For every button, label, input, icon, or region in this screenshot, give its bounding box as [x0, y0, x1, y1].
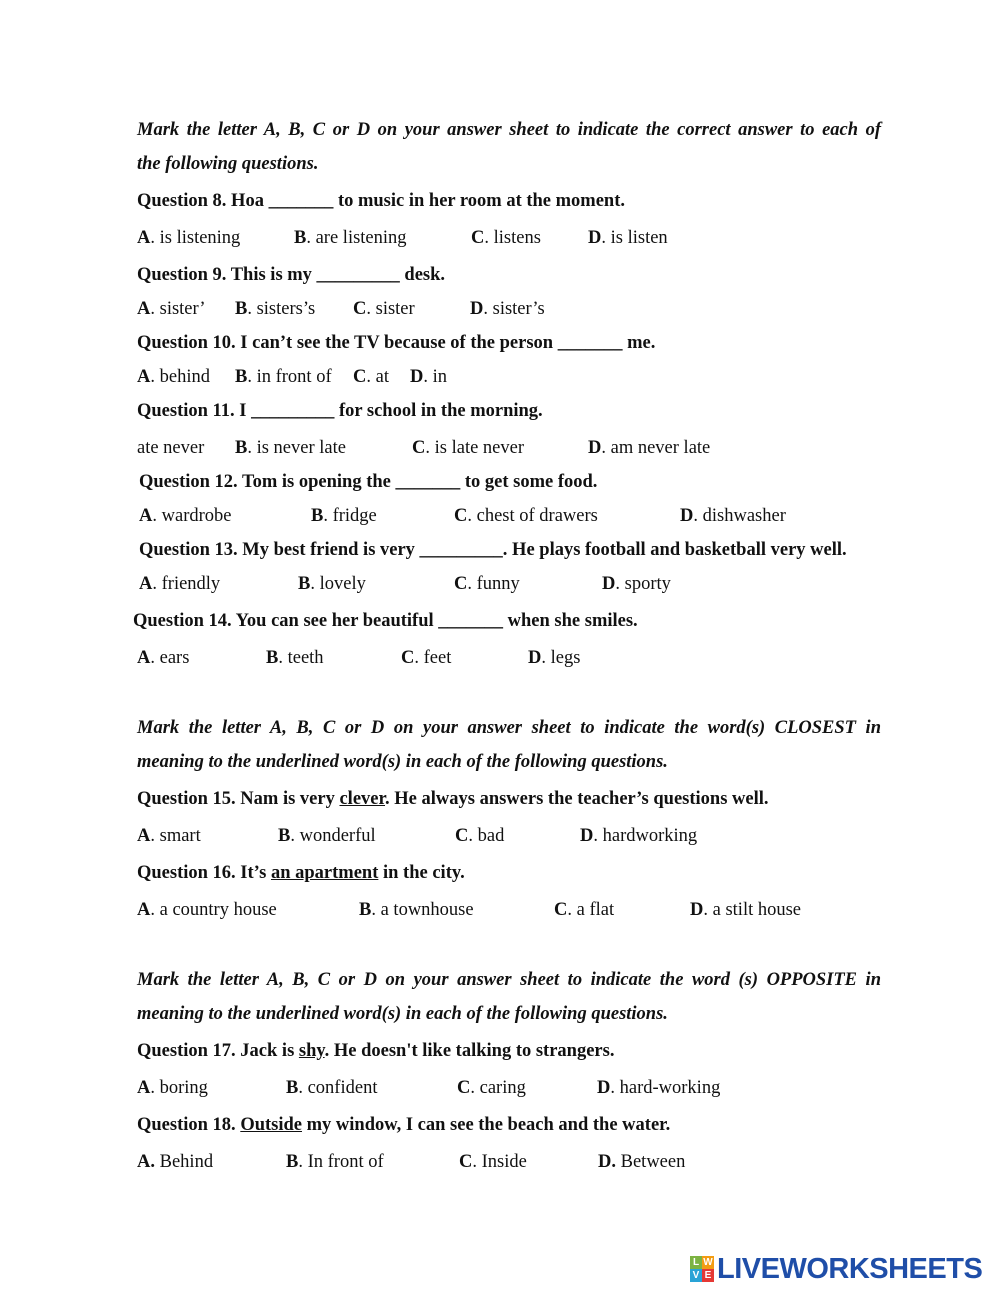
logo-text: LIVEWORKSHEETS: [717, 1252, 983, 1285]
option-a[interactable]: A. Behind: [137, 1152, 214, 1172]
option-a[interactable]: A. smart: [137, 826, 201, 846]
option-d[interactable]: D. a stilt house: [690, 900, 802, 920]
liveworksheets-logo[interactable]: [690, 1254, 982, 1284]
options-row: [137, 825, 937, 847]
options-row: [139, 573, 939, 595]
underlined-word: shy: [298, 1041, 325, 1061]
options-row: [137, 1151, 937, 1173]
option-d[interactable]: D. in: [410, 367, 448, 387]
option-a[interactable]: A. friendly: [139, 574, 221, 594]
option-a[interactable]: A. boring: [137, 1078, 208, 1098]
option-d[interactable]: D. is listen: [588, 228, 668, 248]
section-instruction: Mark the letter A, B, C or D on your answer sheet to indicate the correct answer to each of: [137, 120, 881, 140]
options-row: [137, 899, 937, 921]
question-18: Question 18. Outside my window, I can see the beach and the water.: [137, 1115, 671, 1135]
option-b[interactable]: B. is never late: [235, 438, 346, 458]
option-d[interactable]: D. hardworking: [580, 826, 698, 846]
option-c[interactable]: C. is late never: [412, 438, 524, 458]
options-row: [137, 437, 937, 459]
option-d[interactable]: D. legs: [528, 648, 581, 668]
section-instruction: Mark the letter A, B, C or D on your answer sheet to indicate the word (s) OPPOSITE in: [137, 970, 881, 990]
question-10: Question 10. I can’t see the TV because of the person _______ me.: [137, 333, 656, 353]
question-13: Question 13. My best friend is very _________. He plays football and basketball very well.: [139, 540, 847, 560]
option-c[interactable]: C. bad: [455, 826, 505, 846]
options-row: [137, 366, 937, 388]
logo-mark-icon: L W V E: [690, 1256, 714, 1282]
option-a[interactable]: A. a country house: [137, 900, 277, 920]
underlined-word: Outside: [240, 1115, 302, 1135]
option-b[interactable]: B. are listening: [294, 228, 407, 248]
option-a[interactable]: A. ears: [137, 648, 190, 668]
option-c[interactable]: C. caring: [457, 1078, 526, 1098]
option-b[interactable]: B. wonderful: [278, 826, 376, 846]
option-d[interactable]: D. Between: [598, 1152, 686, 1172]
option-a[interactable]: A. sister’: [137, 299, 206, 319]
option-a[interactable]: A. wardrobe: [139, 506, 232, 526]
option-b[interactable]: B. a townhouse: [359, 900, 474, 920]
option-c[interactable]: C. feet: [401, 648, 452, 668]
option-c[interactable]: C. at: [353, 367, 389, 387]
option-b[interactable]: B. in front of: [235, 367, 332, 387]
option-c[interactable]: C. funny: [454, 574, 520, 594]
option-b[interactable]: B. In front of: [286, 1152, 384, 1172]
options-row: [137, 227, 937, 249]
options-row: [137, 298, 937, 320]
underlined-word: clever: [339, 789, 386, 809]
question-16: Question 16. It’s an apartment in the city.: [137, 863, 465, 883]
option-d[interactable]: D. hard-working: [597, 1078, 721, 1098]
section-instruction: meaning to the underlined word(s) in each of the following questions.: [137, 1004, 668, 1024]
option-b[interactable]: B. lovely: [298, 574, 366, 594]
option-d[interactable]: D. sporty: [602, 574, 671, 594]
options-row: [139, 505, 939, 527]
underlined-word: an apartment: [270, 863, 379, 883]
option-a[interactable]: A. is listening: [137, 228, 241, 248]
question-8: Question 8. Hoa _______ to music in her room at the moment.: [137, 191, 626, 211]
section-instruction: Mark the letter A, B, C or D on your answer sheet to indicate the word(s) CLOSEST in: [137, 718, 881, 738]
option-c[interactable]: C. a flat: [554, 900, 615, 920]
options-row: [137, 1077, 937, 1099]
option-d[interactable]: D. dishwasher: [680, 506, 786, 526]
option-b[interactable]: B. confident: [286, 1078, 378, 1098]
question-11: Question 11. I _________ for school in the morning.: [137, 401, 543, 421]
question-9: Question 9. This is my _________ desk.: [137, 265, 446, 285]
question-17: Question 17. Jack is shy. He doesn't like talking to strangers.: [137, 1041, 615, 1061]
option-c[interactable]: C. Inside: [459, 1152, 527, 1172]
option-b[interactable]: B. fridge: [311, 506, 377, 526]
option-c[interactable]: C. sister: [353, 299, 415, 319]
section-instruction: meaning to the underlined word(s) in each of the following questions.: [137, 752, 668, 772]
option-c[interactable]: C. listens: [471, 228, 541, 248]
option-d[interactable]: D. am never late: [588, 438, 711, 458]
question-14: Question 14. You can see her beautiful _______ when she smiles.: [133, 611, 638, 631]
option-b[interactable]: B. sisters’s: [235, 299, 316, 319]
option-a[interactable]: A. behind: [137, 367, 210, 387]
option-c[interactable]: C. chest of drawers: [454, 506, 598, 526]
question-15: Question 15. Nam is very clever. He always answers the teacher’s questions well.: [137, 789, 769, 809]
section-instruction: the following questions.: [137, 154, 319, 174]
option-a-fragment[interactable]: ate never: [137, 438, 205, 458]
options-row: [137, 647, 937, 669]
question-12: Question 12. Tom is opening the _______ to get some food.: [139, 472, 598, 492]
option-d[interactable]: D. sister’s: [470, 299, 545, 319]
option-b[interactable]: B. teeth: [266, 648, 324, 668]
